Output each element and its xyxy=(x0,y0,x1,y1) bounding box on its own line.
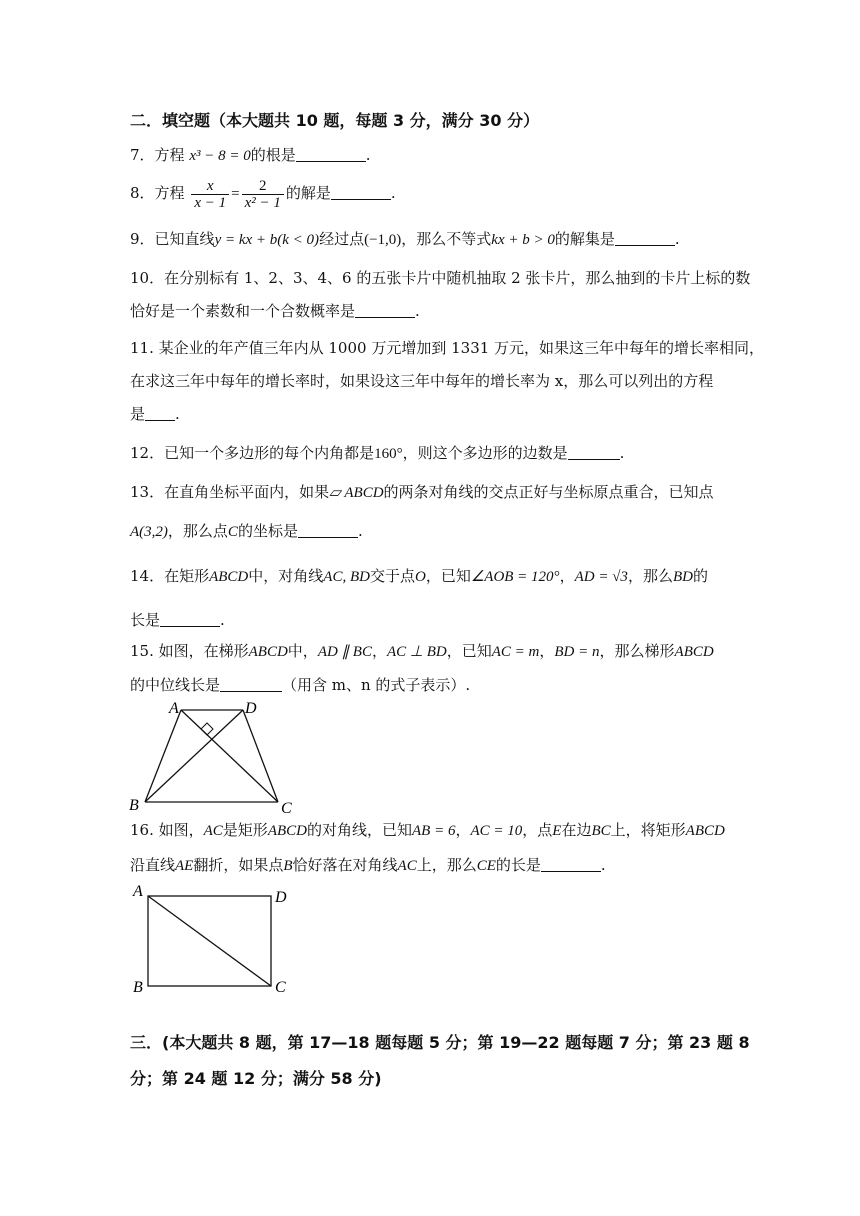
q14-ad: AD = √3 xyxy=(574,569,628,585)
q15-answer-blank[interactable] xyxy=(220,677,282,692)
q9-post: 的解集是 xyxy=(554,230,615,248)
q16-mid4: ，点 xyxy=(522,821,553,839)
section-2-heading: 二．填空题（本大题共 10 题，每题 3 分，满分 30 分） xyxy=(130,111,540,130)
question-16-line-2 xyxy=(130,855,606,876)
q15-right-angle-mark xyxy=(201,723,213,735)
q15-ac: AC = m xyxy=(491,644,540,660)
q15-line2-post: （用含 m、n 的式子表示）. xyxy=(282,676,471,694)
q9-pre: 已知直线 xyxy=(154,230,215,248)
question-12 xyxy=(130,443,624,464)
q16-diagonal-ac xyxy=(148,896,271,986)
q16-mid6: 上，将矩形 xyxy=(610,821,686,839)
q15-diagonal-bd xyxy=(145,710,243,802)
q15-side-ab xyxy=(145,710,181,802)
q14-rect: ABCD xyxy=(209,569,249,585)
q15-label-a: A xyxy=(169,700,179,717)
question-8 xyxy=(130,176,396,211)
q12-end: . xyxy=(619,444,625,462)
q16-ab: AB = 6 xyxy=(412,823,456,839)
question-13-line-2 xyxy=(130,521,363,542)
q10-text: 恰好是一个素数和一个合数概率是 xyxy=(130,302,356,320)
q16-b: B xyxy=(283,858,293,874)
q16-rect2: ABCD xyxy=(685,823,725,839)
q15-label-b: B xyxy=(129,797,139,814)
q14-mid3: ，已知 xyxy=(425,567,471,585)
q16-rect: ABCD xyxy=(267,823,307,839)
q15-side-dc xyxy=(243,710,278,802)
q14-diagonals: AC, BD xyxy=(323,569,370,585)
q8-post: 的解是 xyxy=(285,184,331,202)
q16-ae: AE xyxy=(175,858,194,874)
q16-ac: AC xyxy=(203,823,223,839)
q10-end: . xyxy=(415,302,420,320)
q9-mid2: ，那么不等式 xyxy=(401,230,492,248)
q16-bc: BC xyxy=(591,823,611,839)
q16-label-c: C xyxy=(275,979,286,995)
q15-perp: AC ⊥ BD xyxy=(387,644,447,660)
q16-label-d: D xyxy=(275,889,287,906)
q16-line2-mid3: 上，那么 xyxy=(416,856,477,874)
q14-point-o: O xyxy=(414,569,426,585)
q7-end: . xyxy=(365,146,371,164)
q8-answer-blank[interactable] xyxy=(331,185,391,200)
q9-answer-blank[interactable] xyxy=(615,231,675,246)
q15-parallel: AD ∥ BC xyxy=(317,644,372,660)
q12-post: ，则这个多边形的边数是 xyxy=(402,444,568,462)
question-11-line-1: 11. 某企业的年产值三年内从 1000 万元增加到 1331 万元，如果这三年中每年的增长率相同， xyxy=(130,339,765,357)
q16-mid2: 的对角线，已知 xyxy=(306,821,412,839)
q11-end: . xyxy=(175,405,180,423)
q15-label-c: C xyxy=(281,800,292,817)
q14-pre: 14．在矩形 xyxy=(130,567,210,585)
q15-trap2: ABCD xyxy=(674,644,714,660)
question-14-line-1 xyxy=(130,566,708,587)
q8-end: . xyxy=(390,184,396,202)
q13-point-c: C xyxy=(227,524,238,540)
q15-mid5: ，那么梯形 xyxy=(599,642,675,660)
q14-mid2: 交于点 xyxy=(369,567,415,585)
section-3-heading-line-2: 分；第 24 题 12 分；满分 58 分) xyxy=(130,1069,382,1088)
q8-lhs-numerator: x xyxy=(191,178,229,195)
q7-answer-blank[interactable] xyxy=(296,147,366,162)
q15-mid1: 中， xyxy=(287,642,318,660)
q14-mid1: 中，对角线 xyxy=(248,567,324,585)
q8-pre: 方程 xyxy=(154,184,185,202)
q16-pre: 16. 如图， xyxy=(130,821,204,839)
q16-ac2: AC xyxy=(397,858,417,874)
q8-lhs-denominator: x − 1 xyxy=(194,194,227,211)
q16-end: . xyxy=(600,856,606,874)
q7-number: 7． xyxy=(130,146,155,164)
q9-point: (−1,0) xyxy=(364,232,402,248)
q9-line-equation: y = kx + b(k < 0) xyxy=(214,232,320,248)
question-16-line-1 xyxy=(130,820,725,841)
q8-number: 8． xyxy=(130,184,155,202)
q13-answer-blank[interactable] xyxy=(298,523,358,538)
q9-inequality: kx + b > 0 xyxy=(491,232,555,248)
q16-label-b: B xyxy=(133,979,143,995)
q13-point-a: A(3,2) xyxy=(130,524,168,540)
q16-ac-val: AC = 10 xyxy=(470,823,523,839)
q12-angle: 160° xyxy=(374,446,403,462)
q14-mid4: ， xyxy=(559,567,575,585)
q7-equation: x³ − 8 = 0 xyxy=(189,148,251,164)
q15-mid2: ， xyxy=(371,642,387,660)
q16-e: E xyxy=(552,823,562,839)
q15-trapezoid-figure xyxy=(125,698,305,818)
q13-line2-post: 的坐标是 xyxy=(237,522,298,540)
q14-answer-blank[interactable] xyxy=(160,612,220,627)
q15-line2-pre: 的中位线长是 xyxy=(130,676,221,694)
q14-mid5: ，那么 xyxy=(627,567,673,585)
q16-mid1: 是矩形 xyxy=(222,821,268,839)
question-14-line-2 xyxy=(130,610,225,630)
q16-line2-mid1: 翻折，如果点 xyxy=(193,856,284,874)
q15-mid3: ，已知 xyxy=(446,642,492,660)
q16-mid3: ， xyxy=(455,821,471,839)
q13-parallelogram: ▱ ABCD xyxy=(329,485,384,501)
q15-mid4: ， xyxy=(539,642,555,660)
q14-angle: ∠AOB = 120° xyxy=(470,569,560,585)
q16-answer-blank[interactable] xyxy=(541,857,601,872)
q16-rectangle-figure xyxy=(125,880,305,995)
q8-rhs-fraction xyxy=(242,178,284,211)
q16-line2-post: 的长是 xyxy=(495,856,541,874)
q15-trap: ABCD xyxy=(248,644,288,660)
q7-post: 的根是 xyxy=(250,146,296,164)
question-15-line-1 xyxy=(130,641,714,662)
q13-end: . xyxy=(357,522,363,540)
q15-label-d: D xyxy=(245,700,257,717)
q8-equals: = xyxy=(231,186,240,202)
q15-diagonal-ac xyxy=(181,710,278,802)
question-11-line-3 xyxy=(130,404,180,424)
q14-end: . xyxy=(220,611,225,629)
question-11-line-2: 在求这三年中每年的增长率时，如果设这三年中每年的增长率为 x，那么可以列出的方程 xyxy=(130,372,714,390)
q16-line2-mid2: 恰好落在对角线 xyxy=(292,856,398,874)
q13-pre: 13．在直角坐标平面内，如果 xyxy=(130,483,330,501)
question-10-line-1: 10．在分别标有 1、2、3、4、6 的五张卡片中随机抽取 2 张卡片，那么抽到的卡片上标的数 xyxy=(130,269,751,287)
q14-post: 的 xyxy=(692,567,708,585)
question-13-line-1 xyxy=(130,482,714,503)
q13-line2-mid: ，那么点 xyxy=(167,522,228,540)
q14-bd: BD xyxy=(672,569,693,585)
q11-answer-blank[interactable] xyxy=(145,406,175,421)
q16-ce: CE xyxy=(476,858,496,874)
q13-line1-post: 的两条对角线的交点正好与坐标原点重合，已知点 xyxy=(383,483,714,501)
question-7 xyxy=(130,145,371,166)
q15-bd: BD = n xyxy=(554,644,600,660)
q16-mid5: 在边 xyxy=(561,821,592,839)
question-15-line-2 xyxy=(130,675,470,695)
q15-pre: 15. 如图，在梯形 xyxy=(130,642,249,660)
q8-rhs-denominator: x² − 1 xyxy=(244,194,281,211)
q9-number: 9． xyxy=(130,230,155,248)
q12-pre: 12．已知一个多边形的每个内角都是 xyxy=(130,444,375,462)
q9-end: . xyxy=(674,230,680,248)
q9-mid1: 经过点 xyxy=(319,230,365,248)
question-9 xyxy=(130,229,680,250)
q12-answer-blank[interactable] xyxy=(568,445,620,460)
section-3-heading-line-1: 三．(本大题共 8 题，第 17—18 题每题 5 分；第 19—22 题每题 7 分；第 23 题 8 xyxy=(130,1033,750,1052)
q16-line2-pre: 沿直线 xyxy=(130,856,176,874)
question-10-line-2 xyxy=(130,301,420,321)
q7-pre: 方程 xyxy=(154,146,185,164)
q10-answer-blank[interactable] xyxy=(355,303,415,318)
q14-line2: 长是 xyxy=(130,611,161,629)
q16-label-a: A xyxy=(133,883,143,900)
q8-lhs-fraction xyxy=(191,178,229,211)
q11-text: 是 xyxy=(130,405,146,423)
q8-rhs-numerator: 2 xyxy=(242,178,284,195)
